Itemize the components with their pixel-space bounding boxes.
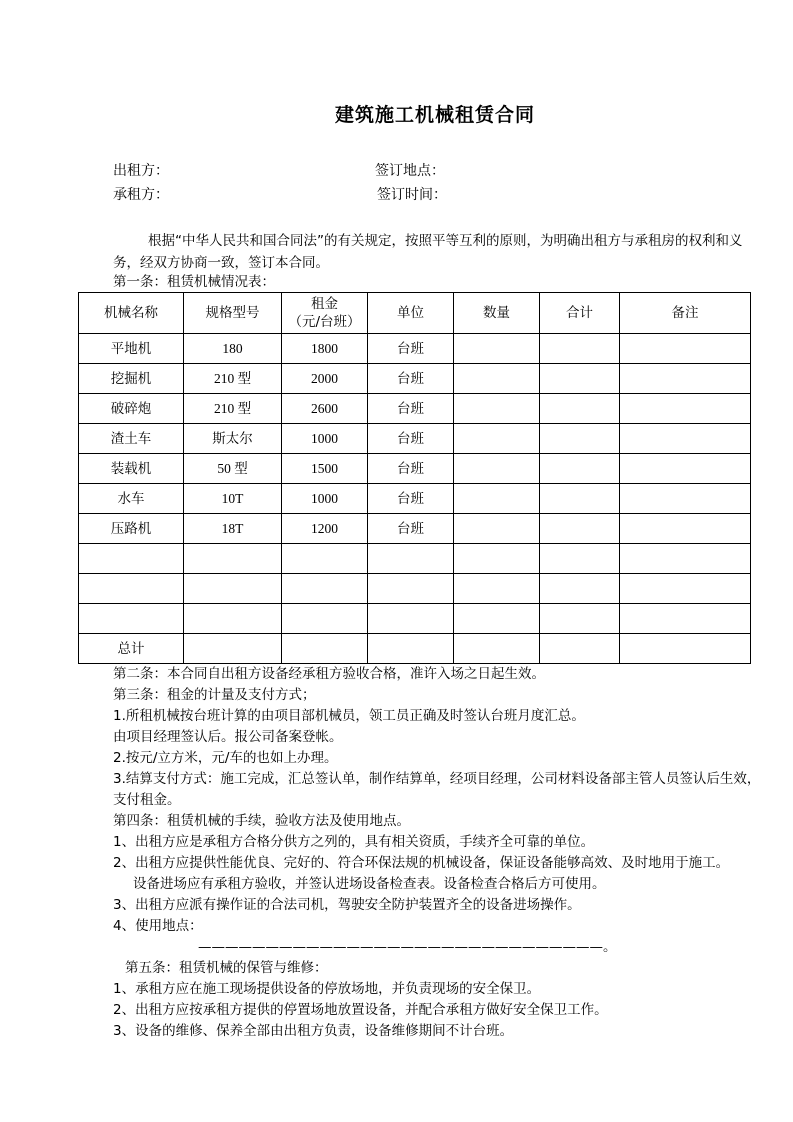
machine-name-cell: 平地机	[79, 334, 184, 364]
model-cell: 10T	[184, 484, 282, 514]
quantity-cell	[454, 574, 540, 604]
subtotal-cell	[540, 454, 620, 484]
rent-cell: 1200	[282, 514, 368, 544]
remarks-cell	[620, 514, 751, 544]
header-machine-name: 机械名称	[79, 293, 184, 334]
quantity-cell	[454, 334, 540, 364]
table-row	[79, 604, 751, 634]
article-5-item-2: 2、出租方应按承租方提供的停置场地放置设备，并配合承租方做好安全保卫工作。	[113, 1002, 608, 1018]
article-5-item-3: 3、设备的维修、保养全部由出租方负责，设备维修期间不计台班。	[113, 1023, 514, 1039]
machine-name-cell: 装载机	[79, 454, 184, 484]
article-4-item-4: 4、使用地点：	[113, 918, 203, 934]
unit-cell	[368, 604, 454, 634]
article-4-heading: 第四条：租赁机械的手续，验收方法及使用地点。	[113, 813, 410, 829]
quantity-cell	[454, 394, 540, 424]
header-remarks: 备注	[620, 293, 751, 334]
machine-name-cell	[79, 574, 184, 604]
article-4-item-2-cont: 设备进场应有承租方验收，并签认进场设备检查表。设备检查合格后方可使用。	[133, 876, 606, 892]
article-4-item-3: 3、出租方应派有操作证的合法司机，驾驶安全防护装置齐全的设备进场操作。	[113, 897, 581, 913]
header-rent: 租金 （元/台班）	[282, 293, 368, 334]
lessor-label: 出租方：	[113, 163, 169, 179]
header-model: 规格型号	[184, 293, 282, 334]
model-cell: 50 型	[184, 454, 282, 484]
unit-cell: 台班	[368, 514, 454, 544]
model-cell: 180	[184, 334, 282, 364]
model-cell: 210 型	[184, 394, 282, 424]
table-row	[79, 394, 751, 424]
lessee-label: 承租方：	[113, 187, 169, 203]
machine-name-cell	[79, 604, 184, 634]
rent-cell: 2600	[282, 394, 368, 424]
article-3-item-2: 2.按元/立方米，元/车的也如上办理。	[113, 750, 338, 766]
contract-body	[113, 664, 773, 1042]
remarks-cell	[620, 334, 751, 364]
rent-cell: 1000	[282, 424, 368, 454]
remarks-cell	[620, 364, 751, 394]
machine-rental-table	[78, 292, 751, 664]
article-4-item-1: 1、出租方应是承租方合格分供方之列的，具有相关资质，手续齐全可靠的单位。	[113, 834, 595, 850]
quantity-cell	[454, 484, 540, 514]
rent-cell	[282, 574, 368, 604]
machine-name-cell	[79, 544, 184, 574]
subtotal-cell	[540, 484, 620, 514]
article-3-heading: 第三条：租金的计量及支付方式；	[113, 687, 316, 703]
unit-cell	[368, 574, 454, 604]
table-row	[79, 544, 751, 574]
table-row	[79, 334, 751, 364]
model-cell: 斯太尔	[184, 424, 282, 454]
subtotal-cell	[540, 544, 620, 574]
unit-cell: 台班	[368, 394, 454, 424]
model-cell	[184, 544, 282, 574]
article-3-item-3: 3.结算支付方式：施工完成，汇总签认单，制作结算单，经项目经理，公司材料设备部主管人员签认后生效，支付租金。	[113, 771, 761, 808]
machine-name-cell: 破碎炮	[79, 394, 184, 424]
total-cell	[282, 634, 368, 664]
remarks-cell	[620, 454, 751, 484]
machine-name-cell: 水车	[79, 484, 184, 514]
header-unit: 单位	[368, 293, 454, 334]
subtotal-cell	[540, 394, 620, 424]
subtotal-cell	[540, 364, 620, 394]
unit-cell: 台班	[368, 334, 454, 364]
table-row	[79, 574, 751, 604]
article-3-item-1: 1.所租机械按台班计算的由项目部机械员，领工员正确及时签认台班月度汇总。	[113, 708, 585, 724]
total-cell	[620, 634, 751, 664]
unit-cell	[368, 544, 454, 574]
table-row	[79, 514, 751, 544]
article-5-item-1: 1、承租方应在施工现场提供设备的停放场地，并负责现场的安全保卫。	[113, 981, 541, 997]
remarks-cell	[620, 424, 751, 454]
header-quantity: 数量	[454, 293, 540, 334]
rent-cell	[282, 544, 368, 574]
unit-cell: 台班	[368, 424, 454, 454]
intro-paragraph: 根据“中华人民共和国合同法”的有关规定，按照平等互利的原则，为明确出租方与承租房的权利和义务，经双方协商一致，签订本合同。	[113, 233, 743, 271]
subtotal-cell	[540, 574, 620, 604]
machine-name-cell: 压路机	[79, 514, 184, 544]
total-cell	[540, 634, 620, 664]
quantity-cell	[454, 514, 540, 544]
total-cell	[368, 634, 454, 664]
article-1-heading: 第一条：租赁机械情况表：	[113, 274, 275, 290]
model-cell	[184, 604, 282, 634]
quantity-cell	[454, 604, 540, 634]
article-2: 第二条：本合同自出租方设备经承租方验收合格，准许入场之日起生效。	[113, 666, 545, 682]
table-row	[79, 364, 751, 394]
rent-cell	[282, 604, 368, 634]
quantity-cell	[454, 544, 540, 574]
unit-cell: 台班	[368, 484, 454, 514]
quantity-cell	[454, 454, 540, 484]
rent-cell: 1800	[282, 334, 368, 364]
model-cell: 210 型	[184, 364, 282, 394]
article-5-heading: 第五条：租赁机械的保管与维修：	[125, 960, 328, 976]
subtotal-cell	[540, 424, 620, 454]
table-total-row	[79, 634, 751, 664]
article-4-item-2: 2、出租方应提供性能优良、完好的、符合环保法规的机械设备，保证设备能够高效、及时地用于施工。	[113, 855, 730, 871]
remarks-cell	[620, 544, 751, 574]
table-header-row	[79, 293, 751, 334]
usage-location-blank: ——————————————————————————————。	[198, 939, 617, 955]
table-row	[79, 484, 751, 514]
machine-name-cell: 挖掘机	[79, 364, 184, 394]
machine-name-cell: 渣土车	[79, 424, 184, 454]
total-cell	[184, 634, 282, 664]
sign-time-label: 签订时间：	[377, 187, 447, 203]
rent-cell: 2000	[282, 364, 368, 394]
subtotal-cell	[540, 604, 620, 634]
quantity-cell	[454, 424, 540, 454]
subtotal-cell	[540, 334, 620, 364]
rent-cell: 1500	[282, 454, 368, 484]
subtotal-cell	[540, 514, 620, 544]
table-row	[79, 424, 751, 454]
model-cell	[184, 574, 282, 604]
unit-cell: 台班	[368, 364, 454, 394]
article-3-item-1-cont: 由项目经理签认后。报公司备案登帐。	[113, 729, 343, 745]
total-label: 总计	[79, 634, 184, 664]
document-title: 建筑施工机械租赁合同	[334, 104, 535, 126]
header-subtotal: 合计	[540, 293, 620, 334]
model-cell: 18T	[184, 514, 282, 544]
table-row	[79, 454, 751, 484]
unit-cell: 台班	[368, 454, 454, 484]
sign-place-label: 签订地点：	[375, 163, 445, 179]
rent-cell: 1000	[282, 484, 368, 514]
remarks-cell	[620, 604, 751, 634]
remarks-cell	[620, 394, 751, 424]
remarks-cell	[620, 574, 751, 604]
remarks-cell	[620, 484, 751, 514]
total-cell	[454, 634, 540, 664]
quantity-cell	[454, 364, 540, 394]
